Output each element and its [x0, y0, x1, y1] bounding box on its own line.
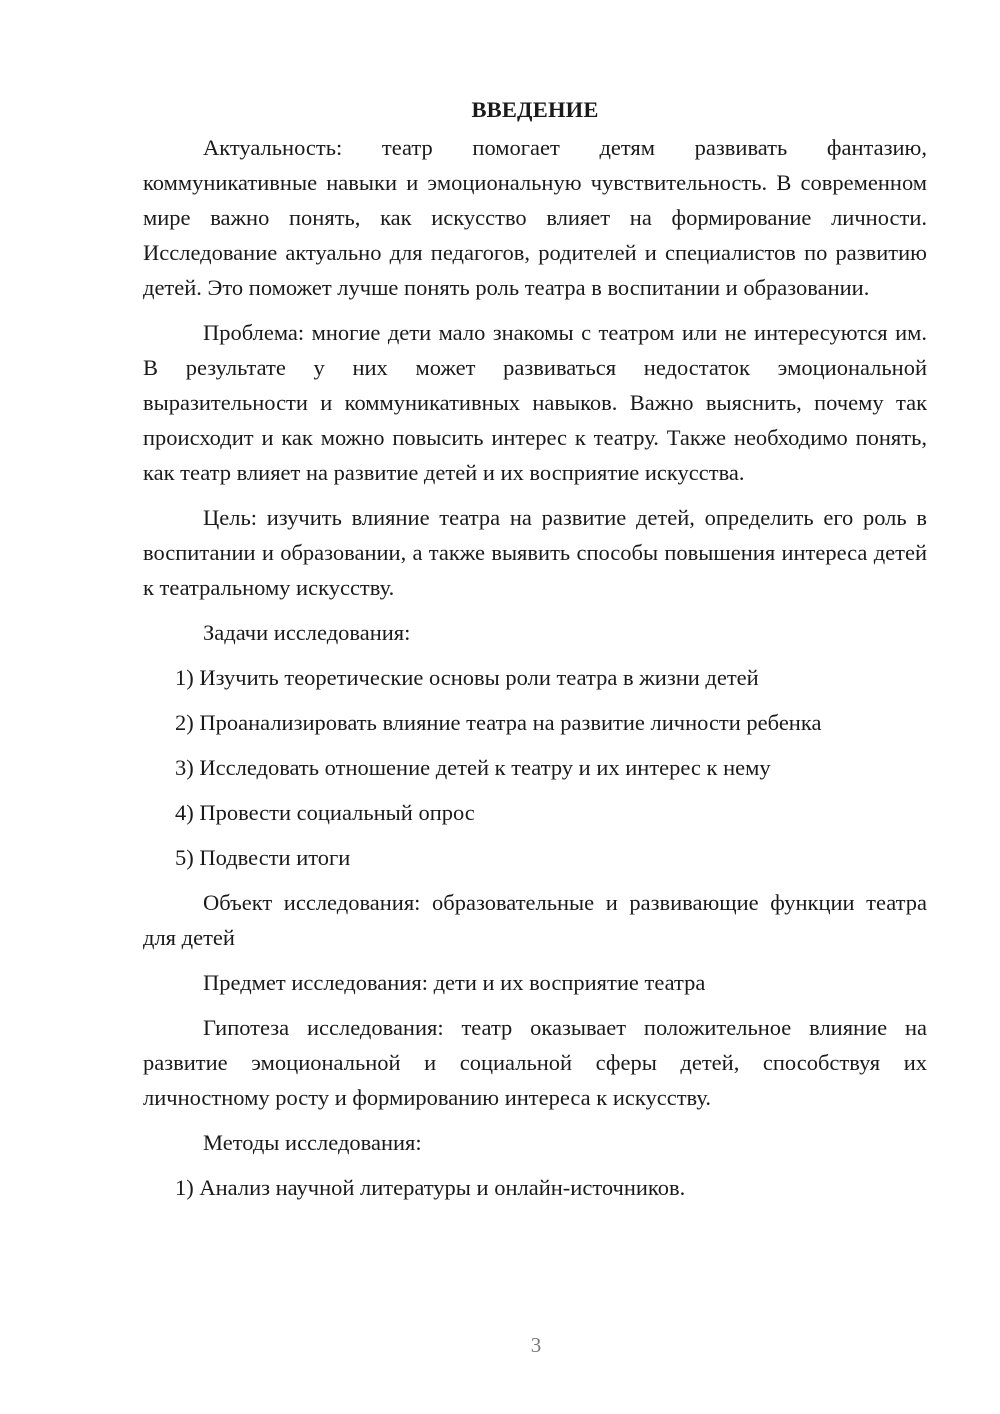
method-item: 1) Анализ научной литературы и онлайн-источников. — [175, 1175, 686, 1200]
document-page — [143, 92, 927, 1215]
page-number: 3 — [530, 1333, 542, 1357]
tasks-label: Задачи исследования: — [203, 620, 411, 645]
methods-label: Методы исследования: — [203, 1130, 422, 1155]
task-item: 5) Подвести итоги — [175, 845, 351, 870]
task-item: 1) Изучить теоретические основы роли театра в жизни детей — [175, 665, 759, 690]
task-item: 3) Исследовать отношение детей к театру и их интерес к нему — [175, 755, 771, 780]
task-item: 2) Проанализировать влияние театра на развитие личности ребенка — [175, 710, 822, 735]
document-title: ВВЕДЕНИЕ — [471, 97, 599, 122]
problem-paragraph: Проблема: многие дети мало знакомы с театром или не интересуются им. В результате у них может развиваться недостаток эмоциональной выразительности и коммуникативных навыков. Важно выяснить, почему так происходит и как можно повысить интерес к театру. Также необходимо понять, как театр влияет на развитие детей и их восприятие искусства. — [143, 320, 927, 485]
tasks-list — [143, 660, 927, 875]
goal-paragraph: Цель: изучить влияние театра на развитие детей, определить его роль в воспитании и образовании, а также выявить способы повышения интереса детей к театральному искусству. — [143, 505, 927, 600]
methods-list — [143, 1170, 927, 1205]
task-item: 4) Провести социальный опрос — [175, 800, 475, 825]
subject-paragraph: Предмет исследования: дети и их восприятие театра — [203, 970, 706, 995]
relevance-paragraph: Актуальность: театр помогает детям развивать фантазию, коммуникативные навыки и эмоциональную чувствительность. В современном мире важно понять, как искусство влияет на формирование личности. Исследование актуально для педагогов, родителей и специалистов по развитию детей. Это поможет лучше понять роль театра в воспитании и образовании. — [143, 135, 927, 300]
object-paragraph: Объект исследования: образовательные и развивающие функции театра для детей — [143, 890, 927, 950]
hypothesis-paragraph: Гипотеза исследования: театр оказывает положительное влияние на развитие эмоциональной и социальной сферы детей, способствуя их личностному росту и формированию интереса к искусству. — [143, 1015, 927, 1110]
